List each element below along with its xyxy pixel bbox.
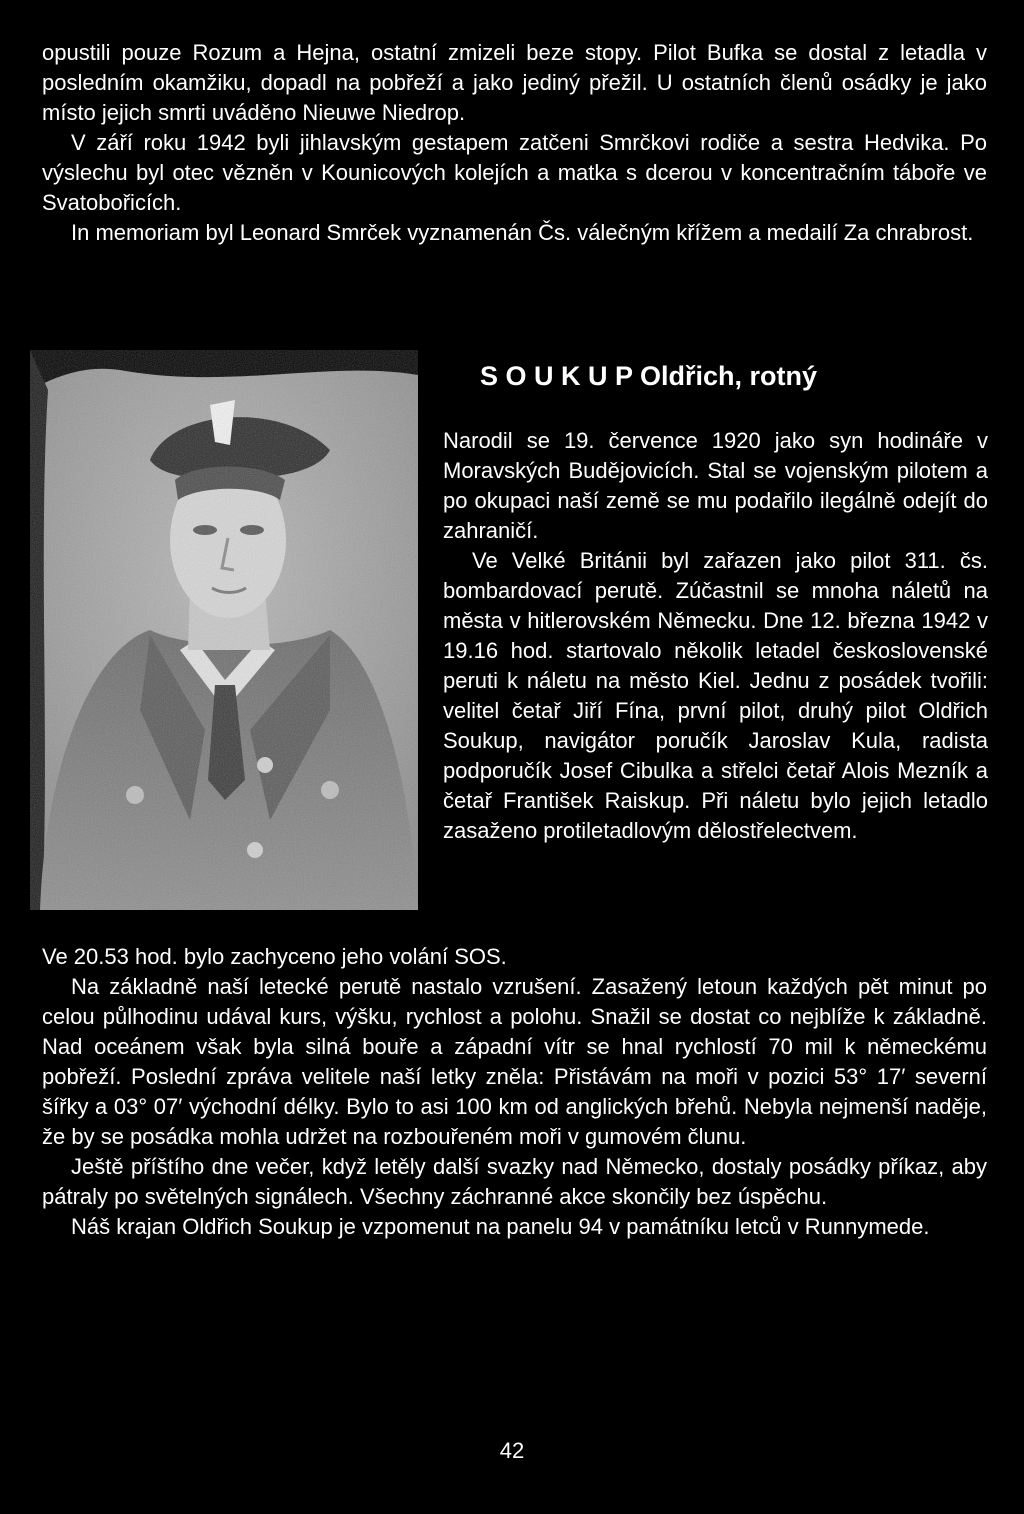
paragraph: Na základně naší letecké perutě nastalo vzrušení. Zasažený letoun každých pět minut po celou půlhodinu udával kurs, výšku, rychlost a polohu. Snažil se dostat co nejblíže k základně. Nad oceánem však byla silná bouře a západní vítr se hnal rychlostí 70 mil k německému pobřeží. Poslední zpráva velitele naší letky zněla: Přistávám na moři v pozici 53° 17′ severní šířky a 03° 07′ východní délky. Bylo to asi 100 km od anglických břehů. Nebyla nejmenší naděje, že by se posádka mohla udržet na rozbouřeném moři v gumovém člunu. bbox=[42, 974, 987, 1149]
biography-text bbox=[443, 426, 988, 846]
paragraph: V září roku 1942 byli jihlavským gestapem zatčeni Smrčkovi rodiče a sestra Hedvika. Po výslechu byl otec vězněn v Kounicových kolejích a matka s dcerou v koncentračním táboře ve Svatobořicích. bbox=[42, 130, 987, 215]
paragraph: opustili pouze Rozum a Hejna, ostatní zmizeli beze stopy. Pilot Bufka se dostal z letadla v posledním okamžiku, dopadl na pobřeží a jako jediný přežil. U ostatních členů osádky je jako místo jejich smrti uváděno Nieuwe Niedrop. bbox=[42, 40, 987, 125]
page-number: 42 bbox=[499, 1438, 525, 1463]
continuation-text bbox=[42, 942, 987, 1242]
paragraph: Narodil se 19. července 1920 jako syn hodináře v Moravských Budějovicích. Stal se vojenským pilotem a po okupaci naší země se mu podařilo ilegálně odejít do zahraničí. bbox=[443, 428, 988, 543]
portrait-photo bbox=[30, 350, 418, 910]
paragraph: Ještě příštího dne večer, když letěly další svazky nad Německo, dostaly posádky příkaz, aby pátraly po světelných signálech. Všechny záchranné akce skončily bez úspěchu. bbox=[42, 1154, 987, 1209]
paragraph: In memoriam byl Leonard Smrček vyznamenán Čs. válečným křížem a medailí Za chrabrost. bbox=[71, 220, 974, 245]
section-heading: S O U K U P Oldřich, rotný bbox=[480, 361, 818, 391]
paragraph: Ve Velké Británii byl zařazen jako pilot 311. čs. bombardovací perutě. Zúčastnil se mnoha náletů na města v hitlerovském Německu. Dne 12. března 1942 v 19.16 hod. startovalo několik letadel československé peruti k náletu na město Kiel. Jednu z posádek tvořili: velitel četař Jiří Fína, první pilot, druhý pilot Oldřich Soukup, navigátor poručík Jaroslav Kula, radista podporučík Josef Cibulka a střelci četař Alois Mezník a četař František Raiskup. Při náletu bylo jejich letadlo zasaženo protiletadlovým dělostřelectvem. bbox=[443, 548, 988, 843]
paragraph: Náš krajan Oldřich Soukup je vzpomenut na panelu 94 v památníku letců v Runnymede. bbox=[71, 1214, 930, 1239]
paragraph: Ve 20.53 hod. bylo zachyceno jeho volání SOS. bbox=[42, 944, 507, 969]
intro-text bbox=[42, 38, 987, 248]
